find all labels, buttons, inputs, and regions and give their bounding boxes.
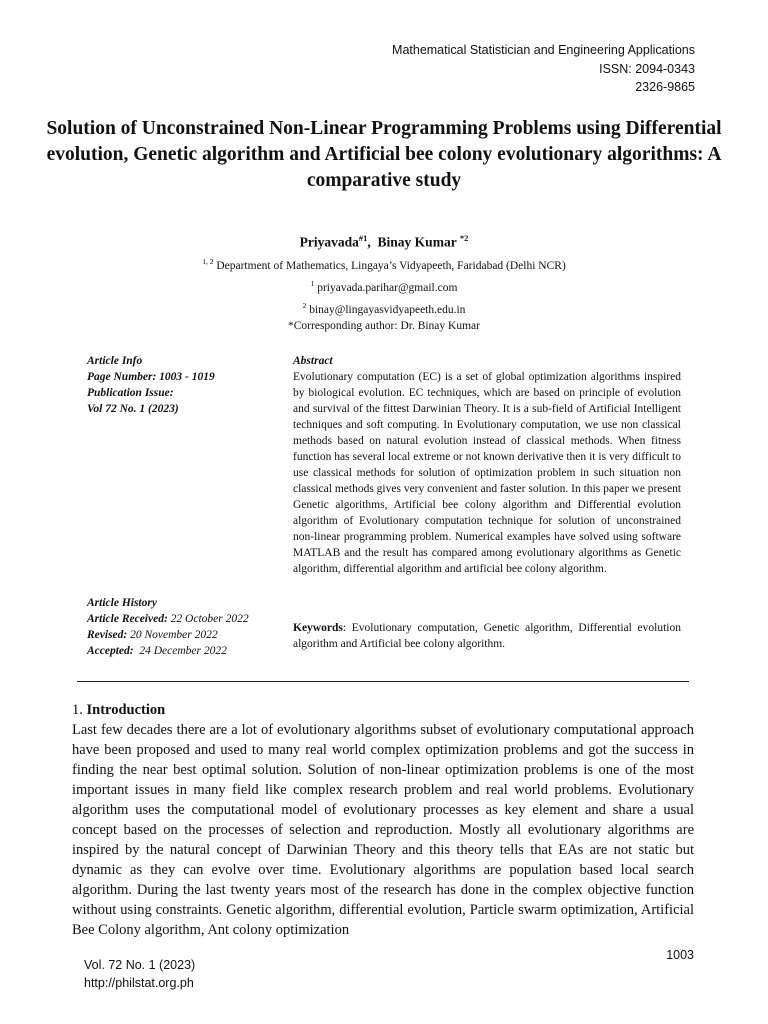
issn: ISSN: 2094-0343	[599, 61, 695, 76]
email-2-sup: 2	[302, 300, 307, 310]
article-history	[87, 595, 282, 659]
author-1: Priyavada	[299, 234, 359, 250]
email-1-line	[0, 275, 768, 297]
keywords-text: : Evolutionary computation, Genetic algorithm, Differential evolution algorithm and Artificial bee colony algorithm.	[293, 622, 681, 650]
publication-issue: Publication Issue:	[87, 387, 174, 399]
eissn: 2326-9865	[635, 80, 695, 94]
journal-name: Mathematical Statistician and Engineering Applications	[392, 43, 695, 57]
footer-volume: Vol. 72 No. 1 (2023)	[84, 958, 196, 972]
email-2: binay@lingayasvidyapeeth.edu.in	[306, 303, 466, 316]
email-1-sup: 1	[310, 278, 315, 288]
department-sup: 1, 2	[202, 257, 214, 266]
revised-line	[87, 627, 282, 643]
email-1: priyavada.parihar@gmail.com	[314, 281, 458, 294]
article-history-heading: Article History	[87, 597, 157, 609]
corresponding-author: *Corresponding author: Dr. Binay Kumar	[288, 320, 480, 333]
accepted-date: 24 December 2022	[133, 645, 227, 657]
email-2-line	[0, 297, 768, 319]
received-line	[87, 611, 282, 627]
affiliation-block	[0, 253, 768, 335]
paper-title: Solution of Unconstrained Non-Linear Programming Problems using Differential evolution, Genetic algorithm and Artificial bee colony evolutionary algorithms: A comparative study	[46, 118, 722, 191]
abstract	[293, 353, 681, 577]
accepted-line	[87, 643, 282, 659]
page-number-footer: 1003	[666, 948, 694, 962]
author-separator: ,	[367, 234, 378, 250]
author-2: Binay Kumar	[377, 234, 460, 250]
article-info	[87, 353, 277, 417]
received-label: Article Received:	[87, 613, 168, 625]
abstract-heading: Abstract	[293, 355, 333, 367]
author-2-sup: *2	[459, 233, 469, 243]
keywords	[293, 620, 681, 652]
revised-label: Revised:	[87, 629, 128, 641]
received-date: 22 October 2022	[167, 613, 249, 625]
volume: Vol 72 No. 1 (2023)	[87, 403, 179, 415]
intro-number: 1.	[72, 702, 87, 718]
revised-date: 20 November 2022	[127, 629, 218, 641]
article-info-heading: Article Info	[87, 355, 143, 367]
accepted-label: Accepted:	[87, 645, 134, 657]
keywords-label: Keywords	[293, 622, 343, 634]
page-number: Page Number: 1003 - 1019	[87, 371, 215, 383]
footer	[84, 956, 195, 992]
author-1-sup: #1	[358, 233, 368, 243]
intro-title: Introduction	[86, 702, 166, 718]
department-line	[0, 253, 768, 275]
department: Department of Mathematics, Lingaya’s Vidyapeeth, Faridabad (Delhi NCR)	[213, 259, 566, 272]
footer-url: http://philstat.org.ph	[84, 976, 194, 990]
journal-header	[392, 41, 695, 97]
intro-heading	[72, 702, 165, 719]
author-line	[0, 233, 768, 251]
intro-paragraph: Last few decades there are a lot of evolutionary algorithms subset of evolutionary computational approach have been proposed and used to many real world complex optimization problems and got the success in finding the near best optimal solution. Solution of non-linear optimization problems is one of the most important issues in many field like complex research problem and real world problems. Evolutionary algorithm uses the computational model of evolutionary processes as key element and share a usual concept based on the processes of selection and reproduction. Mostly all evolutionary algorithms are inspired by the natural concept of Darwinian Theory and this theory tells that EAs are not static but dynamic as they can evolve over time. Evolutionary algorithms are population based local search algorithm. During the last twenty years most of the research has done in the complex objective function without using constraints. Genetic algorithm, differential evolution, Particle swarm optimization, Artificial Bee Colony algorithm, Ant colony optimization	[72, 722, 694, 938]
abstract-text: Evolutionary computation (EC) is a set of global optimization algorithms inspired by biological evolution. EC techniques, which are based on principle of evolution and survival of the fittest Darwinian Theory. It is a sub-field of Artificial Intelligent techniques and soft computing. In Evolutionary computation, we use non classical methods based on natural evolution instead of classical methods. When fitness function has several local extreme or not known derivative then it is very difficult to use classical methods for solution of optimization problem in such situation non classical methods gives very convenient and faster solution. In this paper we present Genetic algorithms, Artificial bee colony algorithm and Differential evolution algorithm of Evolutionary computation technique for solution of unconstrained non-linear programming problem. Numerical examples have solved using software MATLAB and the result has compared among evolutionary algorithms as Genetic algorithm, differential algorithm and artificial bee colony algorithm.	[293, 371, 682, 575]
section-divider	[77, 681, 689, 682]
